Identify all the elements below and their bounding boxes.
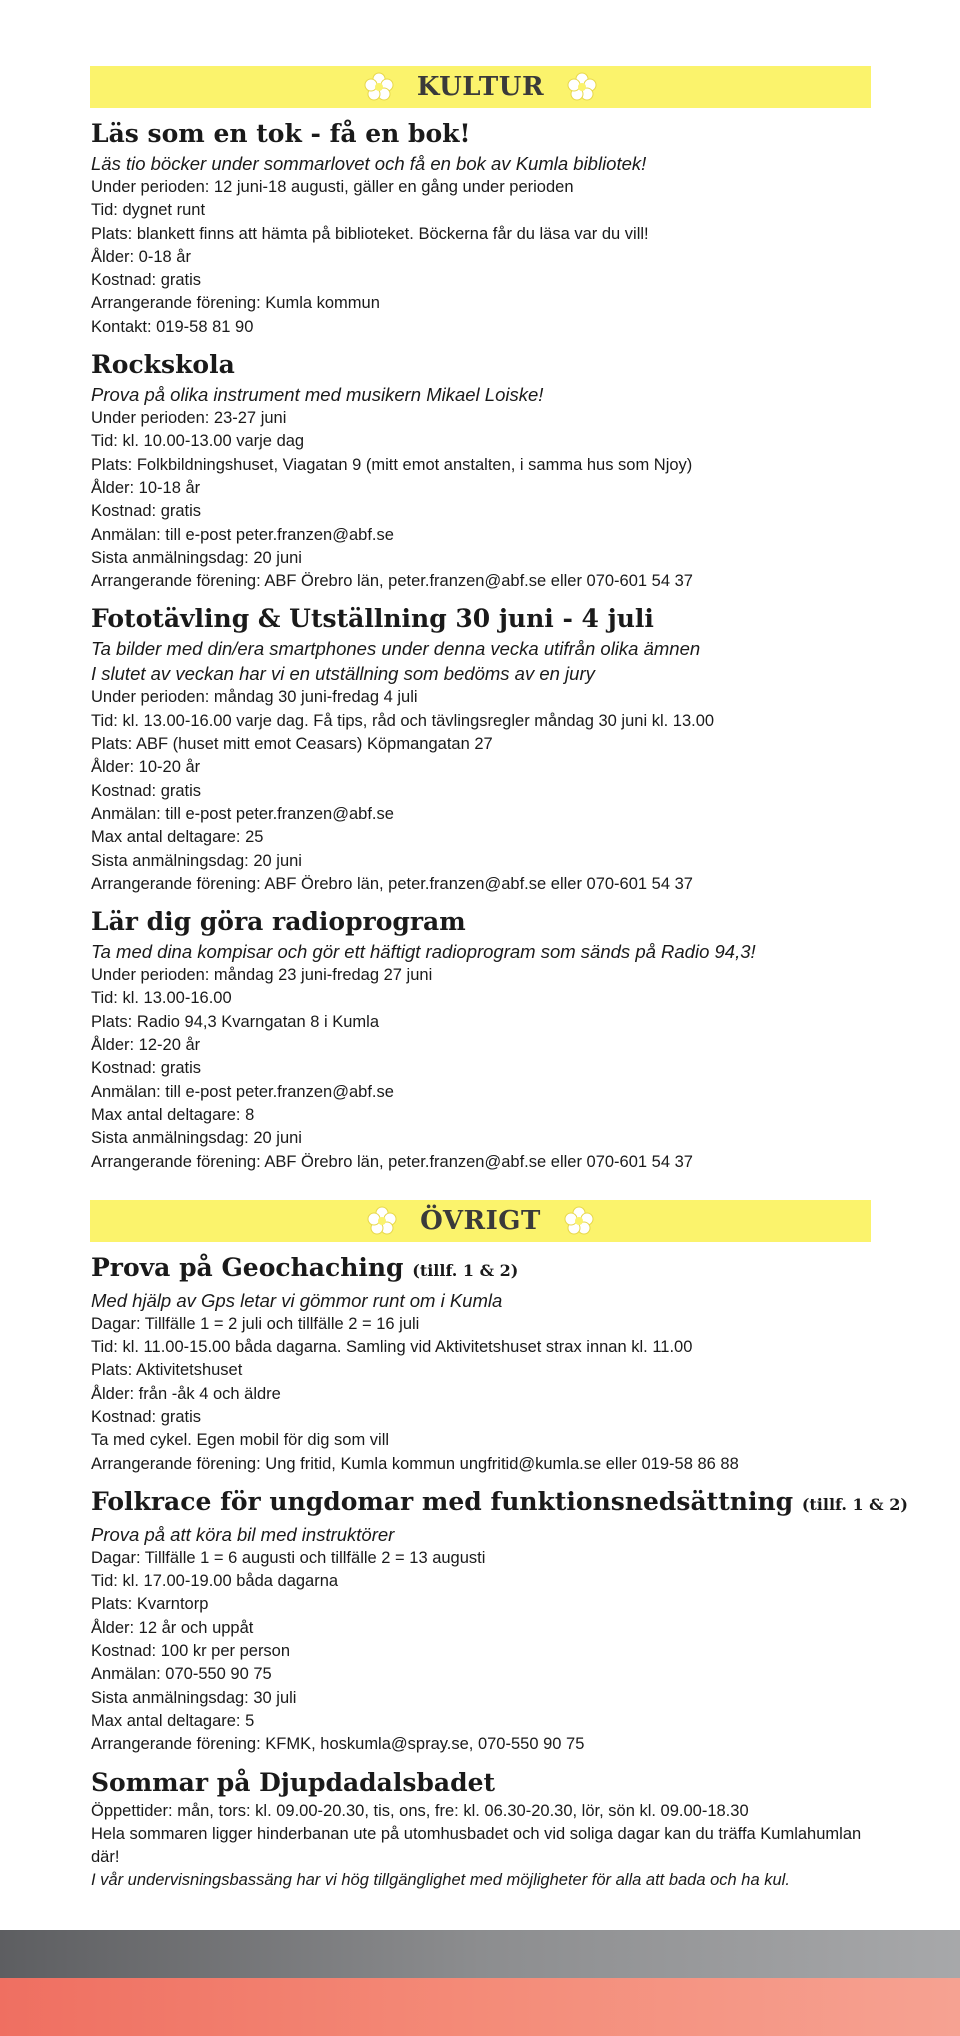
event-detail: Ålder: 0-18 år	[91, 247, 191, 266]
event-detail: Max antal deltagare: 25	[91, 828, 264, 847]
event-detail: Öppettider: mån, tors: kl. 09.00-20.30, tis, ons, fre: kl. 06.30-20.30, lör, sön kl. 09.00-18.30	[91, 1801, 749, 1820]
event-detail: Arrangerande förening: ABF Örebro län, peter.franzen@abf.se eller 070-601 54 37	[91, 1152, 693, 1171]
footer-band-coral	[0, 1978, 960, 2036]
event-title: Sommar på Djupdadalsbadet	[91, 1767, 496, 1797]
event-detail: Tid: dygnet runt	[91, 201, 206, 220]
event-title-row	[91, 1486, 908, 1521]
event-radioprogram	[91, 906, 871, 1174]
flower-icon	[563, 1205, 595, 1237]
event-detail: Max antal deltagare: 8	[91, 1105, 255, 1124]
event-detail: Kostnad: gratis	[91, 1407, 202, 1426]
event-detail: Plats: blankett finns att hämta på biblioteket. Böckerna får du läsa var du vill!	[91, 224, 649, 243]
event-detail: Anmälan: till e-post peter.franzen@abf.se	[91, 1082, 394, 1101]
event-detail: Ålder: 10-18 år	[91, 478, 201, 497]
event-tagline: Ta bilder med din/era smartphones under denna vecka utifrån olika ämnen	[91, 638, 701, 660]
event-tagline: Ta med dina kompisar och gör ett häftigt radioprogram som sänds på Radio 94,3!	[91, 941, 756, 963]
event-detail: Sista anmälningsdag: 20 juni	[91, 548, 302, 567]
event-detail: Kostnad: gratis	[91, 271, 202, 290]
event-las-som-en-tok	[91, 118, 871, 339]
event-detail: Under perioden: 23-27 juni	[91, 409, 287, 428]
event-detail: Dagar: Tillfälle 1 = 6 augusti och tillfälle 2 = 13 augusti	[91, 1548, 486, 1567]
event-detail: Plats: ABF (huset mitt emot Ceasars) Köpmangatan 27	[91, 735, 493, 754]
section-header-kultur	[90, 66, 871, 108]
section-title: KULTUR	[416, 72, 545, 102]
section-title: ÖVRIGT	[420, 1205, 541, 1236]
footer-band-gray	[0, 1930, 960, 1978]
event-detail: Arrangerande förening: KFMK, hoskumla@spray.se, 070-550 90 75	[91, 1735, 585, 1754]
section-spacer	[91, 1184, 871, 1200]
event-djupdadalsbadet	[91, 1767, 871, 1893]
event-detail: Arrangerande förening: Ung fritid, Kumla kommun ungfritid@kumla.se eller 019-58 86 88	[91, 1454, 739, 1473]
event-tagline: Läs tio böcker under sommarlovet och få en bok av Kumla bibliotek!	[91, 153, 647, 174]
event-detail: Under perioden: måndag 23 juni-fredag 27 juni	[91, 966, 433, 985]
event-detail: Ålder: 10-20 år	[91, 758, 201, 777]
event-title: Fototävling & Utställning 30 juni - 4 juli	[91, 604, 654, 634]
event-geochaching	[91, 1252, 871, 1476]
event-detail: Kostnad: 100 kr per person	[91, 1642, 291, 1661]
event-title: Läs som en tok - få en bok!	[91, 119, 471, 148]
event-detail: Kostnad: gratis	[91, 502, 202, 521]
event-detail: Plats: Kvarntorp	[91, 1595, 209, 1614]
event-detail: Ålder: 12 år och uppåt	[91, 1618, 254, 1637]
event-title-row	[91, 1252, 871, 1287]
event-fototavling	[91, 603, 871, 896]
event-detail: Sista anmälningsdag: 30 juli	[91, 1688, 297, 1707]
event-detail: Kostnad: gratis	[91, 1059, 202, 1078]
section-header-ovrigt	[90, 1200, 871, 1242]
event-detail: Plats: Folkbildningshuset, Viagatan 9 (mitt emot anstalten, i samma hus som Njoy)	[91, 455, 693, 474]
event-detail: Kostnad: gratis	[91, 781, 202, 800]
event-detail: Max antal deltagare: 5	[91, 1711, 255, 1730]
event-rockskola	[91, 349, 871, 593]
event-detail: Tid: kl. 17.00-19.00 båda dagarna	[91, 1572, 339, 1591]
event-detail: Tid: kl. 13.00-16.00	[91, 989, 232, 1008]
flower-icon	[363, 71, 395, 103]
event-detail: Arrangerande förening: ABF Örebro län, peter.franzen@abf.se eller 070-601 54 37	[91, 874, 693, 893]
event-title-suffix: (tillf. 1 & 2)	[801, 1494, 908, 1514]
event-detail: Tid: kl. 10.00-13.00 varje dag	[91, 432, 305, 451]
event-title: Lär dig göra radioprogram	[91, 907, 466, 937]
event-detail: Tid: kl. 13.00-16.00 varje dag. Få tips, råd och tävlingsregler måndag 30 juni kl. 13.00	[91, 711, 715, 730]
event-title: Folkrace för ungdomar med funktionsnedsättning	[91, 1486, 794, 1516]
event-tagline: Prova på att köra bil med instruktörer	[91, 1523, 395, 1545]
event-tagline: Med hjälp av Gps letar vi gömmor runt om i Kumla	[91, 1289, 503, 1311]
event-detail: Anmälan: till e-post peter.franzen@abf.se	[91, 804, 394, 823]
event-detail: Anmälan: till e-post peter.franzen@abf.se	[91, 525, 394, 544]
event-detail: Tid: kl. 11.00-15.00 båda dagarna. Samling vid Aktivitetshuset strax innan kl. 11.00	[91, 1338, 693, 1357]
event-detail: Under perioden: måndag 30 juni-fredag 4 juli	[91, 688, 418, 707]
flower-icon	[366, 1205, 398, 1237]
event-tagline: Prova på olika instrument med musikern Mikael Loiske!	[91, 384, 544, 406]
event-detail: Ålder: 12-20 år	[91, 1036, 201, 1055]
event-title-suffix: (tillf. 1 & 2)	[412, 1260, 519, 1280]
content-column	[91, 66, 908, 1903]
event-tagline: I slutet av veckan har vi en utställning som bedöms av en jury	[91, 663, 595, 685]
event-detail: Plats: Aktivitetshuset	[91, 1361, 243, 1380]
event-detail: Ålder: från -åk 4 och äldre	[91, 1384, 281, 1403]
event-paragraph: Hela sommaren ligger hinderbanan ute på utomhusbadet och vid soliga dagar kan du träffa Kumlahumlan där!	[91, 1824, 862, 1867]
event-detail: Ta med cykel. Egen mobil för dig som vill	[91, 1431, 390, 1450]
event-detail: Sista anmälningsdag: 20 juni	[91, 851, 302, 870]
event-folkrace	[91, 1486, 908, 1757]
event-detail: Plats: Radio 94,3 Kvarngatan 8 i Kumla	[91, 1012, 380, 1031]
flower-icon	[566, 71, 598, 103]
event-title: Rockskola	[91, 350, 235, 380]
event-detail: Under perioden: 12 juni-18 augusti, gäller en gång under perioden	[91, 178, 574, 196]
event-detail: Arrangerande förening: ABF Örebro län, peter.franzen@abf.se eller 070-601 54 37	[91, 572, 693, 591]
event-detail: Kontakt: 019-58 81 90	[91, 317, 254, 336]
event-title: Prova på Geochaching	[91, 1252, 404, 1282]
event-detail: Anmälan: 070-550 90 75	[91, 1665, 272, 1684]
event-detail: Arrangerande förening: Kumla kommun	[91, 294, 380, 313]
event-detail: Sista anmälningsdag: 20 juni	[91, 1129, 302, 1148]
event-detail: Dagar: Tillfälle 1 = 2 juli och tillfälle 2 = 16 juli	[91, 1314, 420, 1333]
event-paragraph-italic: I vår undervisningsbassäng har vi hög tillgänglighet med möjligheter för alla att bada och ha kul.	[91, 1871, 790, 1890]
